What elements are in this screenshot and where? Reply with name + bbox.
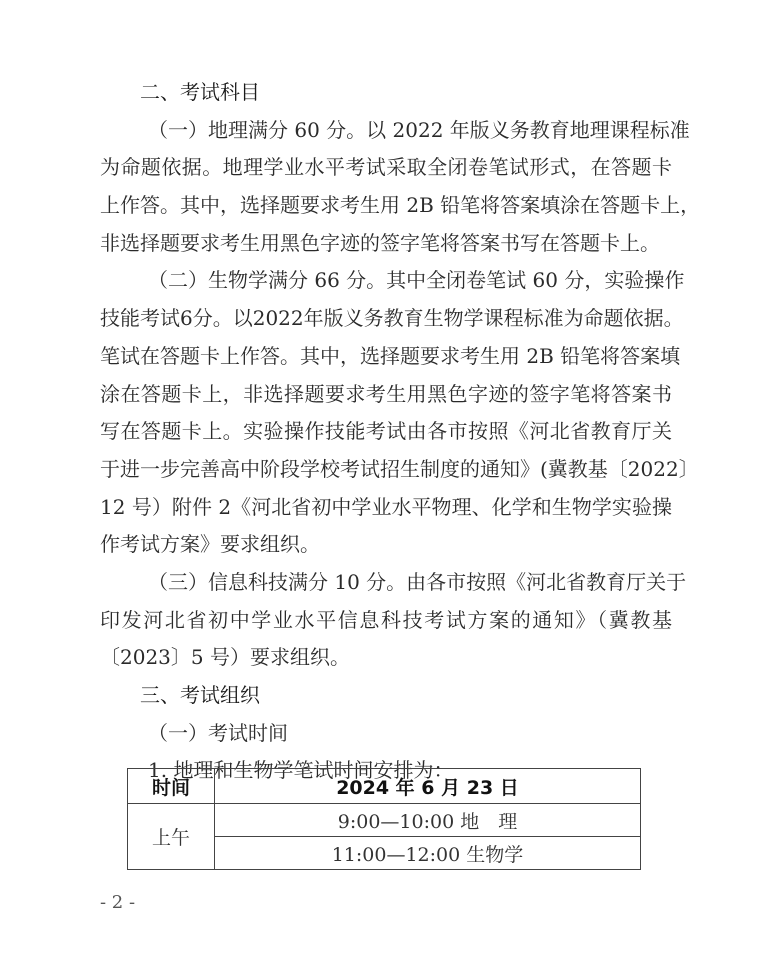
header-time: 时间 (128, 769, 215, 804)
period-cell: 上午 (128, 804, 215, 870)
paragraph-line: 上作答。其中，选择题要求考生用 2B 铅笔将答案填涂在答题卡上， (100, 193, 701, 218)
paragraph-line: 12 号）附件 2《河北省初中学业水平物理、化学和生物学实验操 (100, 494, 672, 519)
paragraph-line: 〔2023〕5 号）要求组织。 (100, 645, 350, 670)
header-date: 2024 年 6 月 23 日 (215, 769, 641, 804)
paragraph-line: 技能考试6分。以2022年版义务教育生物学课程标准为命题依据。 (100, 306, 684, 331)
paragraph-line: 于进一步完善高中阶段学校考试招生制度的通知》(冀教基〔2022〕 (100, 456, 699, 481)
section-heading: 二、考试科目 (140, 80, 260, 104)
paragraph-line: 印发河北省初中学业水平信息科技考试方案的通知》（冀教基 (100, 607, 672, 632)
paragraph-line: 作考试方案》要求组织。 (100, 532, 320, 557)
section-heading: 三、考试组织 (140, 683, 260, 707)
list-item: 1. 地理和生物学笔试时间安排为： (148, 758, 454, 783)
schedule-table (127, 768, 641, 870)
paragraph-line: （三）信息科技满分 10 分。由各市按照《河北省教育厅关于 (148, 569, 687, 594)
subheading: （一）考试时间 (148, 720, 288, 745)
table-row (128, 804, 641, 837)
table-header-row (128, 769, 641, 804)
schedule-cell: 9:00—10:00 地 理 (215, 804, 641, 837)
paragraph-line: （一）地理满分 60 分。以 2022 年版义务教育地理课程标准 (148, 117, 690, 142)
paragraph-line: 为命题依据。地理学业水平考试采取全闭卷笔试形式，在答题卡 (100, 155, 672, 180)
document-body (100, 74, 701, 790)
paragraph-line: 笔试在答题卡上作答。其中，选择题要求考生用 2B 铅笔将答案填 (100, 343, 681, 368)
paragraph-line: 写在答题卡上。实验操作技能考试由各市按照《河北省教育厅关 (100, 419, 672, 444)
paragraph-line: 非选择题要求考生用黑色字迹的签字笔将答案书写在答题卡上。 (100, 230, 660, 255)
paragraph-line: 涂在答题卡上，非选择题要求考生用黑色字迹的签字笔将答案书 (100, 381, 672, 406)
schedule-cell: 11:00—12:00 生物学 (215, 837, 641, 870)
paragraph-line: （二）生物学满分 66 分。其中全闭卷笔试 60 分，实验操作 (148, 268, 685, 293)
page-number: - 2 - (100, 892, 136, 913)
